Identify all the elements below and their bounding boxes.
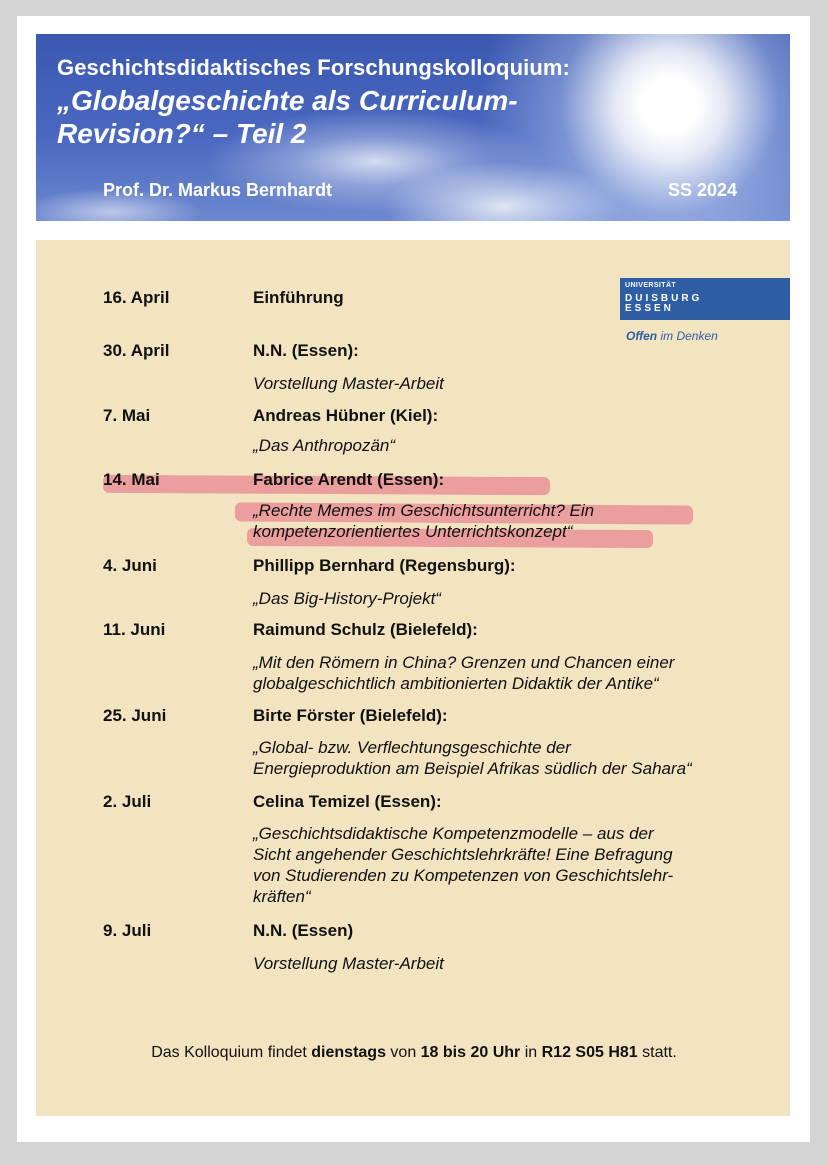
slogan-rest: im Denken bbox=[657, 329, 718, 343]
schedule-date: 16. April bbox=[103, 288, 170, 307]
schedule-speaker: Raimund Schulz (Bielefeld): bbox=[253, 620, 478, 639]
schedule-topic: Vorstellung Master-Arbeit bbox=[253, 374, 444, 393]
schedule-topic bbox=[253, 652, 753, 694]
semester-label: SS 2024 bbox=[667, 180, 737, 200]
schedule-date: 25. Juni bbox=[103, 706, 167, 725]
schedule-topic-line: kompetenzorientiertes Unterrichtskonzept“ bbox=[253, 522, 573, 541]
schedule-date: 30. April bbox=[103, 341, 170, 360]
footer-text: statt. bbox=[637, 1044, 677, 1061]
schedule-date: 14. Mai bbox=[103, 470, 160, 489]
footer-text: von bbox=[385, 1044, 421, 1061]
schedule-topic bbox=[253, 737, 753, 779]
professor-name: Prof. Dr. Markus Bernhardt bbox=[103, 180, 333, 200]
slogan-bold: Offen bbox=[626, 329, 658, 343]
footer-room: R12 S05 H81 bbox=[541, 1044, 638, 1061]
schedule-speaker: Andreas Hübner (Kiel): bbox=[253, 406, 439, 425]
schedule-date: 9. Juli bbox=[103, 921, 152, 940]
schedule-topic-line: von Studierenden zu Kompetenzen von Geschichtslehr- bbox=[253, 866, 674, 885]
schedule-topic: Vorstellung Master-Arbeit bbox=[253, 954, 444, 973]
footer-time: 18 bis 20 Uhr bbox=[420, 1044, 521, 1061]
schedule-date: 4. Juni bbox=[103, 556, 157, 575]
schedule-topic: „Das Anthropozän“ bbox=[253, 436, 396, 455]
schedule-topic-line: „Geschichtsdidaktische Kompetenzmodelle – aus der bbox=[253, 824, 654, 843]
university-slogan bbox=[626, 329, 718, 343]
footer-day: dienstags bbox=[311, 1044, 386, 1061]
schedule-speaker: Einführung bbox=[253, 288, 344, 307]
logo-line3: ESSEN bbox=[625, 303, 674, 314]
schedule-topic-line: „Global- bzw. Verflechtungsgeschichte der bbox=[253, 738, 571, 757]
schedule-topic bbox=[253, 500, 753, 542]
schedule-speaker: N.N. (Essen): bbox=[253, 341, 359, 360]
schedule-speaker: Birte Förster (Bielefeld): bbox=[253, 706, 448, 725]
schedule-topic-line: globalgeschichtlich ambitionierten Didaktik der Antike“ bbox=[253, 674, 659, 693]
schedule-speaker: Phillipp Bernhard (Regensburg): bbox=[253, 556, 516, 575]
schedule-topic-line: Energieproduktion am Beispiel Afrikas südlich der Sahara“ bbox=[253, 759, 692, 778]
banner-title-line2: „Globalgeschichte als Curriculum- bbox=[57, 85, 518, 116]
university-logo bbox=[620, 278, 790, 320]
schedule-date: 7. Mai bbox=[103, 406, 151, 425]
schedule-topic-line: „Rechte Memes im Geschichtsunterricht? Ein bbox=[253, 501, 595, 520]
header-banner bbox=[36, 34, 790, 221]
footer-text: Das Kolloquium findet bbox=[151, 1044, 312, 1061]
banner-title-line1: Geschichtsdidaktisches Forschungskolloquium: bbox=[57, 55, 570, 80]
schedule-date: 2. Juli bbox=[103, 792, 152, 811]
schedule-topic: „Das Big-History-Projekt“ bbox=[253, 589, 441, 608]
banner-title-line3: Revision?“ – Teil 2 bbox=[57, 118, 307, 149]
logo-line2: DUISBURG bbox=[625, 293, 703, 304]
logo-line1: UNIVERSITÄT bbox=[625, 282, 677, 289]
schedule-date: 11. Juni bbox=[103, 620, 166, 639]
footer-note bbox=[0, 1044, 828, 1062]
banner-title-subtitle bbox=[57, 84, 617, 150]
schedule-speaker: N.N. (Essen) bbox=[253, 921, 354, 940]
footer-text: in bbox=[520, 1044, 542, 1061]
schedule-topic bbox=[253, 823, 753, 907]
schedule-topic-line: Sicht angehender Geschichtslehrkräfte! Eine Befragung bbox=[253, 845, 673, 864]
schedule-topic-line: kräften“ bbox=[253, 887, 311, 906]
schedule-speaker: Fabrice Arendt (Essen): bbox=[253, 470, 445, 489]
schedule-speaker: Celina Temizel (Essen): bbox=[253, 792, 442, 811]
schedule-topic-line: „Mit den Römern in China? Grenzen und Chancen einer bbox=[253, 653, 675, 672]
